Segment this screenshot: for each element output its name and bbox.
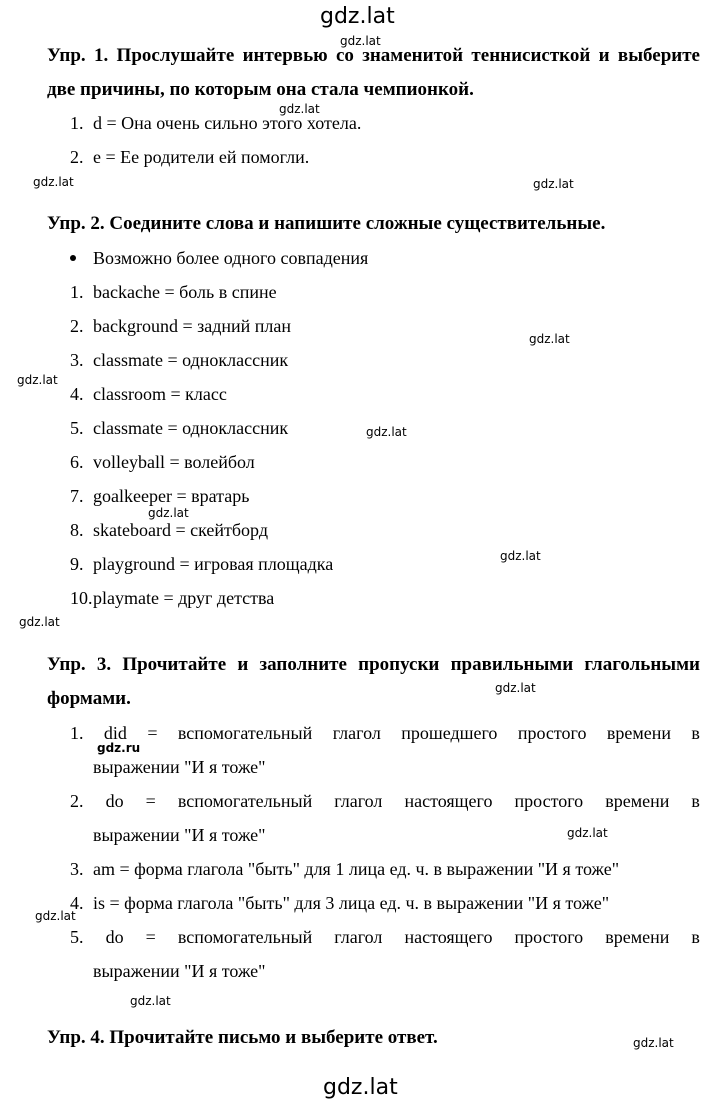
item-word: в	[691, 791, 700, 811]
ex3-item	[70, 886, 609, 920]
item-text: classmate = одноклассник	[93, 418, 289, 438]
item-text: playground = игровая площадка	[93, 554, 334, 574]
watermark-top: gdz.lat	[320, 4, 395, 29]
item-word: настоящего	[404, 927, 493, 947]
item-text: background = задний план	[93, 316, 292, 336]
item-word: простого	[517, 723, 587, 743]
watermark: gdz.lat	[33, 175, 74, 189]
ex1-heading-line2: две причины, по которым она стала чемпионкой.	[47, 79, 474, 100]
item-word: простого	[514, 791, 584, 811]
item-text-line2: выражении "И я тоже"	[93, 757, 266, 777]
watermark: gdz.lat	[495, 681, 536, 695]
watermark: gdz.lat	[340, 34, 381, 48]
ex2-note	[70, 241, 368, 275]
item-text: is = форма глагола "быть" для 3 лица ед. ч. в выражении "И я тоже"	[93, 893, 610, 913]
item-number: 5.	[70, 927, 84, 947]
ex1-item	[70, 140, 309, 174]
item-number: 3.	[70, 859, 84, 879]
ex2-item	[70, 445, 255, 479]
ex2-item	[70, 343, 288, 377]
watermark: gdz.lat	[633, 1036, 674, 1050]
ex1-item	[70, 106, 361, 140]
item-word: простого	[514, 927, 584, 947]
item-word: прошедшего	[401, 723, 498, 743]
watermark: gdz.lat	[19, 615, 60, 629]
item-word: глагол	[334, 927, 383, 947]
watermark: gdz.lat	[17, 373, 58, 387]
item-number: 3.	[70, 350, 84, 370]
item-text: goalkeeper = вратарь	[93, 486, 250, 506]
item-word: глагол	[332, 723, 381, 743]
item-word: вспомогательный	[177, 927, 313, 947]
item-number: 1.	[70, 113, 84, 133]
item-word: вспомогательный	[177, 723, 313, 743]
watermark: gdz.lat	[130, 994, 171, 1008]
watermark: gdz.lat	[533, 177, 574, 191]
ex3-item	[70, 716, 700, 784]
item-word: =	[147, 723, 158, 743]
watermark: gdz.lat	[529, 332, 570, 346]
ex3-heading	[47, 648, 700, 716]
ex2-item	[70, 309, 291, 343]
item-number: 2.	[70, 316, 84, 336]
item-word: do	[105, 791, 124, 811]
ex2-item	[70, 547, 333, 581]
item-text: classroom = класс	[93, 384, 227, 404]
ex1-heading	[47, 39, 700, 107]
item-word: do	[105, 927, 124, 947]
watermark: gdz.lat	[35, 909, 76, 923]
item-word: глагол	[334, 791, 383, 811]
item-word: did	[103, 723, 127, 743]
item-number: 1.	[70, 723, 84, 743]
item-number: 2.	[70, 791, 84, 811]
item-number: 10.	[70, 588, 93, 608]
ex4-heading: Упр. 4. Прочитайте письмо и выберите ответ.	[47, 1027, 438, 1048]
item-text: volleyball = волейбол	[93, 452, 255, 472]
item-number: 7.	[70, 486, 84, 506]
item-text: am = форма глагола "быть" для 1 лица ед. ч. в выражении "И я тоже"	[93, 859, 620, 879]
bullet-icon	[70, 255, 76, 261]
ex3-heading-line2: формами.	[47, 688, 131, 709]
ex3-item	[70, 852, 619, 886]
watermark: gdz.lat	[366, 425, 407, 439]
item-text: skateboard = скейтборд	[93, 520, 268, 540]
item-text-line2: выражении "И я тоже"	[93, 825, 266, 845]
item-number: 1.	[70, 282, 84, 302]
ex3-item	[70, 920, 700, 988]
watermark: gdz.lat	[500, 549, 541, 563]
item-word: =	[145, 791, 156, 811]
note-text: Возможно более одного совпадения	[93, 248, 369, 268]
item-word: времени	[606, 723, 671, 743]
item-text: playmate = друг детства	[93, 588, 275, 608]
item-text-line2: выражении "И я тоже"	[93, 961, 266, 981]
watermark-ru: gdz.ru	[97, 741, 141, 755]
item-text: d = Она очень сильно этого хотела.	[93, 113, 362, 133]
ex3-heading-line1: Упр. 3. Прочитайте и заполните пропуски правильными глагольными	[47, 654, 700, 675]
item-number: 4.	[70, 893, 84, 913]
item-text: backache = боль в спине	[93, 282, 277, 302]
ex1-heading-line1: Упр. 1. Прослушайте интервью со знаменитой теннисисткой и выберите	[47, 45, 700, 66]
ex2-item	[70, 275, 277, 309]
watermark: gdz.lat	[148, 506, 189, 520]
watermark: gdz.lat	[279, 102, 320, 116]
item-text: e = Ее родители ей помогли.	[93, 147, 310, 167]
item-text: classmate = одноклассник	[93, 350, 289, 370]
item-number: 4.	[70, 384, 84, 404]
item-number: 6.	[70, 452, 84, 472]
ex2-item	[70, 377, 227, 411]
item-number: 9.	[70, 554, 84, 574]
watermark-bottom: gdz.lat	[323, 1075, 398, 1100]
item-word: времени	[605, 927, 670, 947]
ex3-item	[70, 784, 700, 852]
ex2-heading: Упр. 2. Соедините слова и напишите сложные существительные.	[47, 213, 606, 234]
item-word: времени	[605, 791, 670, 811]
item-word: в	[691, 723, 700, 743]
item-number: 8.	[70, 520, 84, 540]
item-number: 2.	[70, 147, 84, 167]
ex2-item	[70, 513, 268, 547]
ex2-item	[70, 581, 274, 615]
watermark: gdz.lat	[567, 826, 608, 840]
item-word: =	[145, 927, 156, 947]
item-word: настоящего	[404, 791, 493, 811]
item-word: вспомогательный	[177, 791, 313, 811]
item-word: в	[691, 927, 700, 947]
ex2-item	[70, 411, 288, 445]
item-number: 5.	[70, 418, 84, 438]
